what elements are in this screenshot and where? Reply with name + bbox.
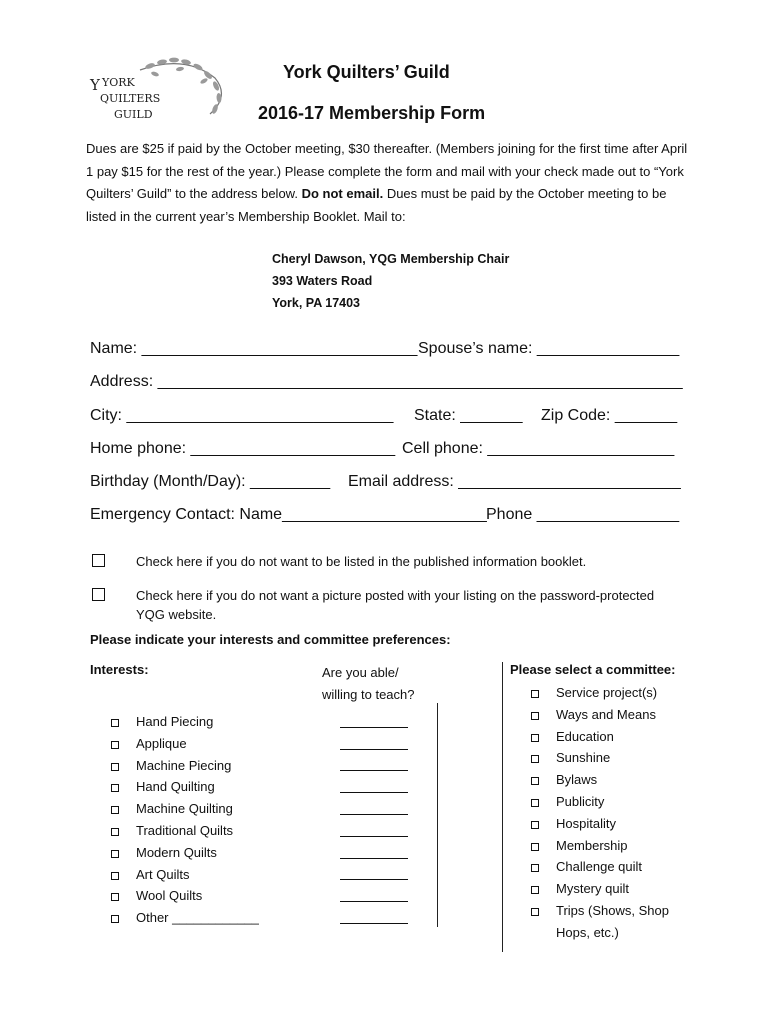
teach-column-divider <box>437 703 438 927</box>
committee-label: Bylaws <box>556 772 598 788</box>
svg-text:QUILTERS: QUILTERS <box>100 92 161 105</box>
committee-label: Hops, etc.) <box>556 924 619 940</box>
interest-item[interactable] <box>111 907 259 929</box>
committee-item[interactable] <box>531 878 669 900</box>
no-picture-checkbox[interactable] <box>92 588 105 601</box>
interest-label: Machine Piecing <box>136 757 232 773</box>
committee-item-continued <box>531 922 669 944</box>
checkbox-icon[interactable] <box>111 872 119 880</box>
address-line-3: York, PA 17403 <box>272 296 361 310</box>
checkbox-icon[interactable] <box>531 864 539 872</box>
committee-label: Hospitality <box>556 815 616 831</box>
intro-text-1: Dues are $25 if paid by the October meeting, $30 thereafter. (Members joining for the first time after April 1 pay $15 for the rest of the year.) Please complete the form and mail with your check made out to “York Quilters’ Guild” to the address below. <box>86 141 688 201</box>
interests-list <box>111 711 259 929</box>
interest-item[interactable] <box>111 842 259 864</box>
committee-item[interactable] <box>531 791 669 813</box>
no-picture-label-line-2: YQG website. <box>136 607 217 622</box>
home-phone-field[interactable]: Home phone: _______________________ <box>90 440 396 457</box>
emergency-contact-name-field[interactable]: Emergency Contact: Name_______________________ <box>90 506 487 523</box>
committee-label: Ways and Means <box>556 706 656 722</box>
committee-label: Education <box>556 728 614 744</box>
interests-heading: Interests: <box>90 662 149 677</box>
checkbox-icon[interactable] <box>531 755 539 763</box>
committee-item[interactable] <box>531 769 669 791</box>
form-subtitle: 2016-17 Membership Form <box>258 103 486 123</box>
interest-item[interactable] <box>111 885 259 907</box>
intro-text-2: Dues must be paid by the October meeting to be listed in the current year’s Membership Booklet. Mail to: <box>86 186 667 224</box>
committee-heading: Please select a committee: <box>510 662 676 677</box>
committee-item[interactable] <box>531 813 669 835</box>
committee-column-divider <box>502 662 503 952</box>
checkbox-icon[interactable] <box>111 828 119 836</box>
checkbox-icon[interactable] <box>531 712 539 720</box>
guild-logo-graphic <box>80 56 230 126</box>
svg-text:Y: Y <box>90 76 100 94</box>
checkbox-icon[interactable] <box>531 799 539 807</box>
address-line-1: Cheryl Dawson, YQG Membership Chair <box>272 252 510 266</box>
checkbox-icon[interactable] <box>111 915 119 923</box>
committee-label: Trips (Shows, Shop <box>556 902 669 918</box>
interest-label: Wool Quilts <box>136 888 203 904</box>
interest-label: Modern Quilts <box>136 844 217 860</box>
committee-label: Service project(s) <box>556 685 658 700</box>
preferences-heading: Please indicate your interests and committee preferences: <box>90 632 451 647</box>
svg-text:GUILD: GUILD <box>114 108 153 121</box>
interest-label: Machine Quilting <box>136 801 233 817</box>
checkbox-icon[interactable] <box>531 886 539 894</box>
checkbox-icon[interactable] <box>111 784 119 792</box>
no-picture-label <box>136 586 654 624</box>
committee-list <box>531 682 669 944</box>
checkbox-icon[interactable] <box>531 843 539 851</box>
interest-item[interactable] <box>111 755 259 777</box>
teach-heading-line-1: Are you able/ <box>322 665 399 680</box>
checkbox-icon[interactable] <box>111 719 119 727</box>
birthday-field[interactable]: Birthday (Month/Day): _________ <box>90 473 331 490</box>
interest-item[interactable] <box>111 798 259 820</box>
interest-item[interactable] <box>111 776 259 798</box>
checkbox-icon[interactable] <box>111 893 119 901</box>
checkbox-icon[interactable] <box>531 821 539 829</box>
email-address-field[interactable]: Email address: _________________________ <box>348 473 681 490</box>
checkbox-icon[interactable] <box>111 806 119 814</box>
checkbox-icon[interactable] <box>111 741 119 749</box>
city-field[interactable]: City: ______________________________ <box>90 407 394 424</box>
emergency-contact-phone-field[interactable]: Phone ________________ <box>486 506 680 523</box>
interest-label: Hand Piecing <box>136 714 214 729</box>
teach-heading-line-2: willing to teach? <box>322 687 415 702</box>
spouse-name-field[interactable]: Spouse’s name: ________________ <box>418 340 680 357</box>
no-booklet-label: Check here if you do not want to be listed in the published information booklet. <box>136 554 587 569</box>
committee-item[interactable] <box>531 682 669 704</box>
committee-label: Mystery quilt <box>556 881 629 897</box>
committee-label: Challenge quilt <box>556 859 643 875</box>
committee-item[interactable] <box>531 704 669 726</box>
form-title: York Quilters’ Guild <box>283 62 450 82</box>
interest-label: Other ____________ <box>136 910 259 926</box>
committee-item[interactable] <box>531 856 669 878</box>
checkbox-icon[interactable] <box>531 908 539 916</box>
svg-text:YORK: YORK <box>102 76 135 89</box>
mailing-address <box>272 248 509 314</box>
guild-logo <box>80 56 230 126</box>
interest-label: Applique <box>136 735 187 751</box>
interest-item[interactable] <box>111 820 259 842</box>
committee-item[interactable] <box>531 835 669 857</box>
interest-label: Hand Quilting <box>136 779 215 795</box>
committee-item[interactable] <box>531 726 669 748</box>
address-line-2: 393 Waters Road <box>272 274 373 288</box>
committee-item[interactable] <box>531 900 669 922</box>
interest-item[interactable] <box>111 711 259 733</box>
no-booklet-checkbox[interactable] <box>92 554 105 567</box>
interest-label: Traditional Quilts <box>136 822 234 838</box>
committee-item[interactable] <box>531 747 669 769</box>
interest-label: Art Quilts <box>136 866 190 882</box>
intro-paragraph <box>86 138 696 228</box>
name-field[interactable]: Name: _______________________________ <box>90 340 418 357</box>
interest-item[interactable] <box>111 864 259 886</box>
checkbox-icon[interactable] <box>111 763 119 771</box>
address-field[interactable]: Address: ___________________________________________________________ <box>90 373 683 390</box>
checkbox-icon[interactable] <box>111 850 119 858</box>
checkbox-icon[interactable] <box>531 690 539 698</box>
state-field[interactable]: State: _______ <box>414 407 523 424</box>
interest-item[interactable] <box>111 733 259 755</box>
teach-heading <box>322 662 415 706</box>
committee-label: Sunshine <box>556 750 611 766</box>
zip-code-field[interactable]: Zip Code: _______ <box>541 407 678 424</box>
intro-bold-text: Do not email. <box>301 186 384 201</box>
checkbox-icon[interactable] <box>531 777 539 785</box>
committee-label: Membership <box>556 837 628 853</box>
committee-label: Publicity <box>556 793 605 809</box>
cell-phone-field[interactable]: Cell phone: _____________________ <box>402 440 675 457</box>
checkbox-icon[interactable] <box>531 734 539 742</box>
no-picture-label-line-1: Check here if you do not want a picture posted with your listing on the password-protected <box>136 588 655 603</box>
